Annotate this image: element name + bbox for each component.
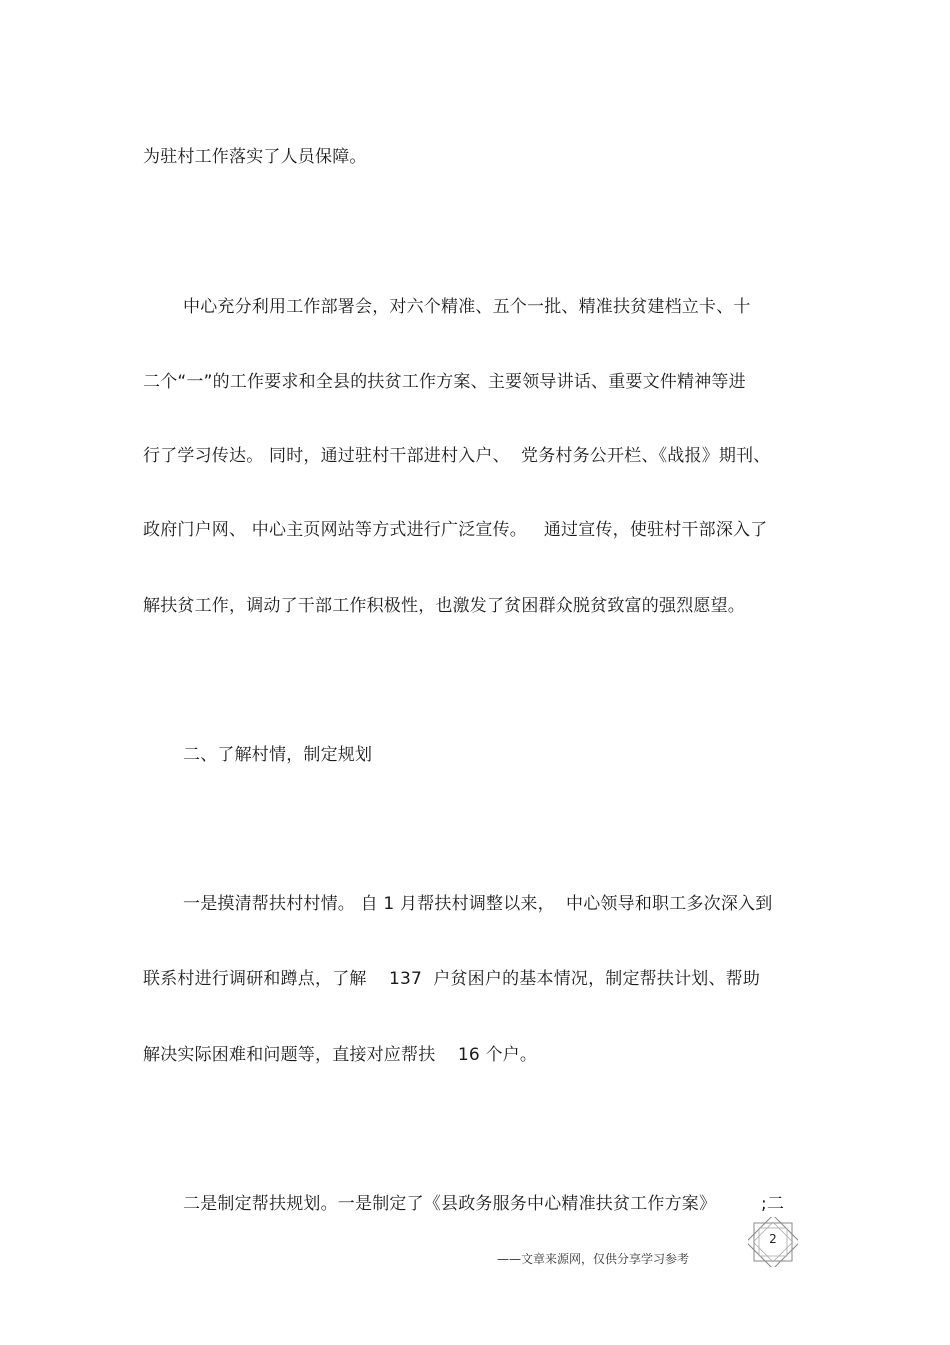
page-number: 2 [769,1232,777,1246]
paragraph-line: 政府门户网、 中心主页网站等方式进行广泛宣传。 通过宣传，使驻村干部深入了 [143,520,768,540]
paragraph-line: 二是制定帮扶规划。一是制定了《县政务服务中心精准扶贫工作方案》 ;二 [183,1194,785,1214]
page-number-badge [748,1217,798,1267]
paragraph-line: 为驻村工作落实了人员保障。 [143,147,367,167]
paragraph-line: 行了学习传达。 同时，通过驻村干部进村入户、 党务村务公开栏、《战报》期刊、 [143,446,771,466]
footer-source-note: ——文章来源网，仅供分享学习参考 [497,1252,690,1266]
paragraph-line: 二个“一”的工作要求和全县的扶贫工作方案、主要领导讲话、重要文件精神等进 [143,372,746,392]
paragraph-line: 中心充分利用工作部署会，对六个精准、五个一批、精准扶贫建档立卡、十 [183,297,751,317]
section-heading: 二、了解村情，制定规划 [183,745,373,765]
paragraph-line: 一是摸清帮扶村村情。 自 1 月帮扶村调整以来， 中心领导和职工多次深入到 [183,894,773,914]
paragraph-line: 解扶贫工作，调动了干部工作积极性，也激发了贫困群众脱贫致富的强烈愿望。 [143,596,745,616]
paragraph-line: 联系村进行调研和蹲点，了解 137 户贫困户的基本情况，制定帮扶计划、帮助 [143,969,761,989]
paragraph-line: 解决实际困难和问题等，直接对应帮扶 16 个户。 [143,1045,538,1065]
